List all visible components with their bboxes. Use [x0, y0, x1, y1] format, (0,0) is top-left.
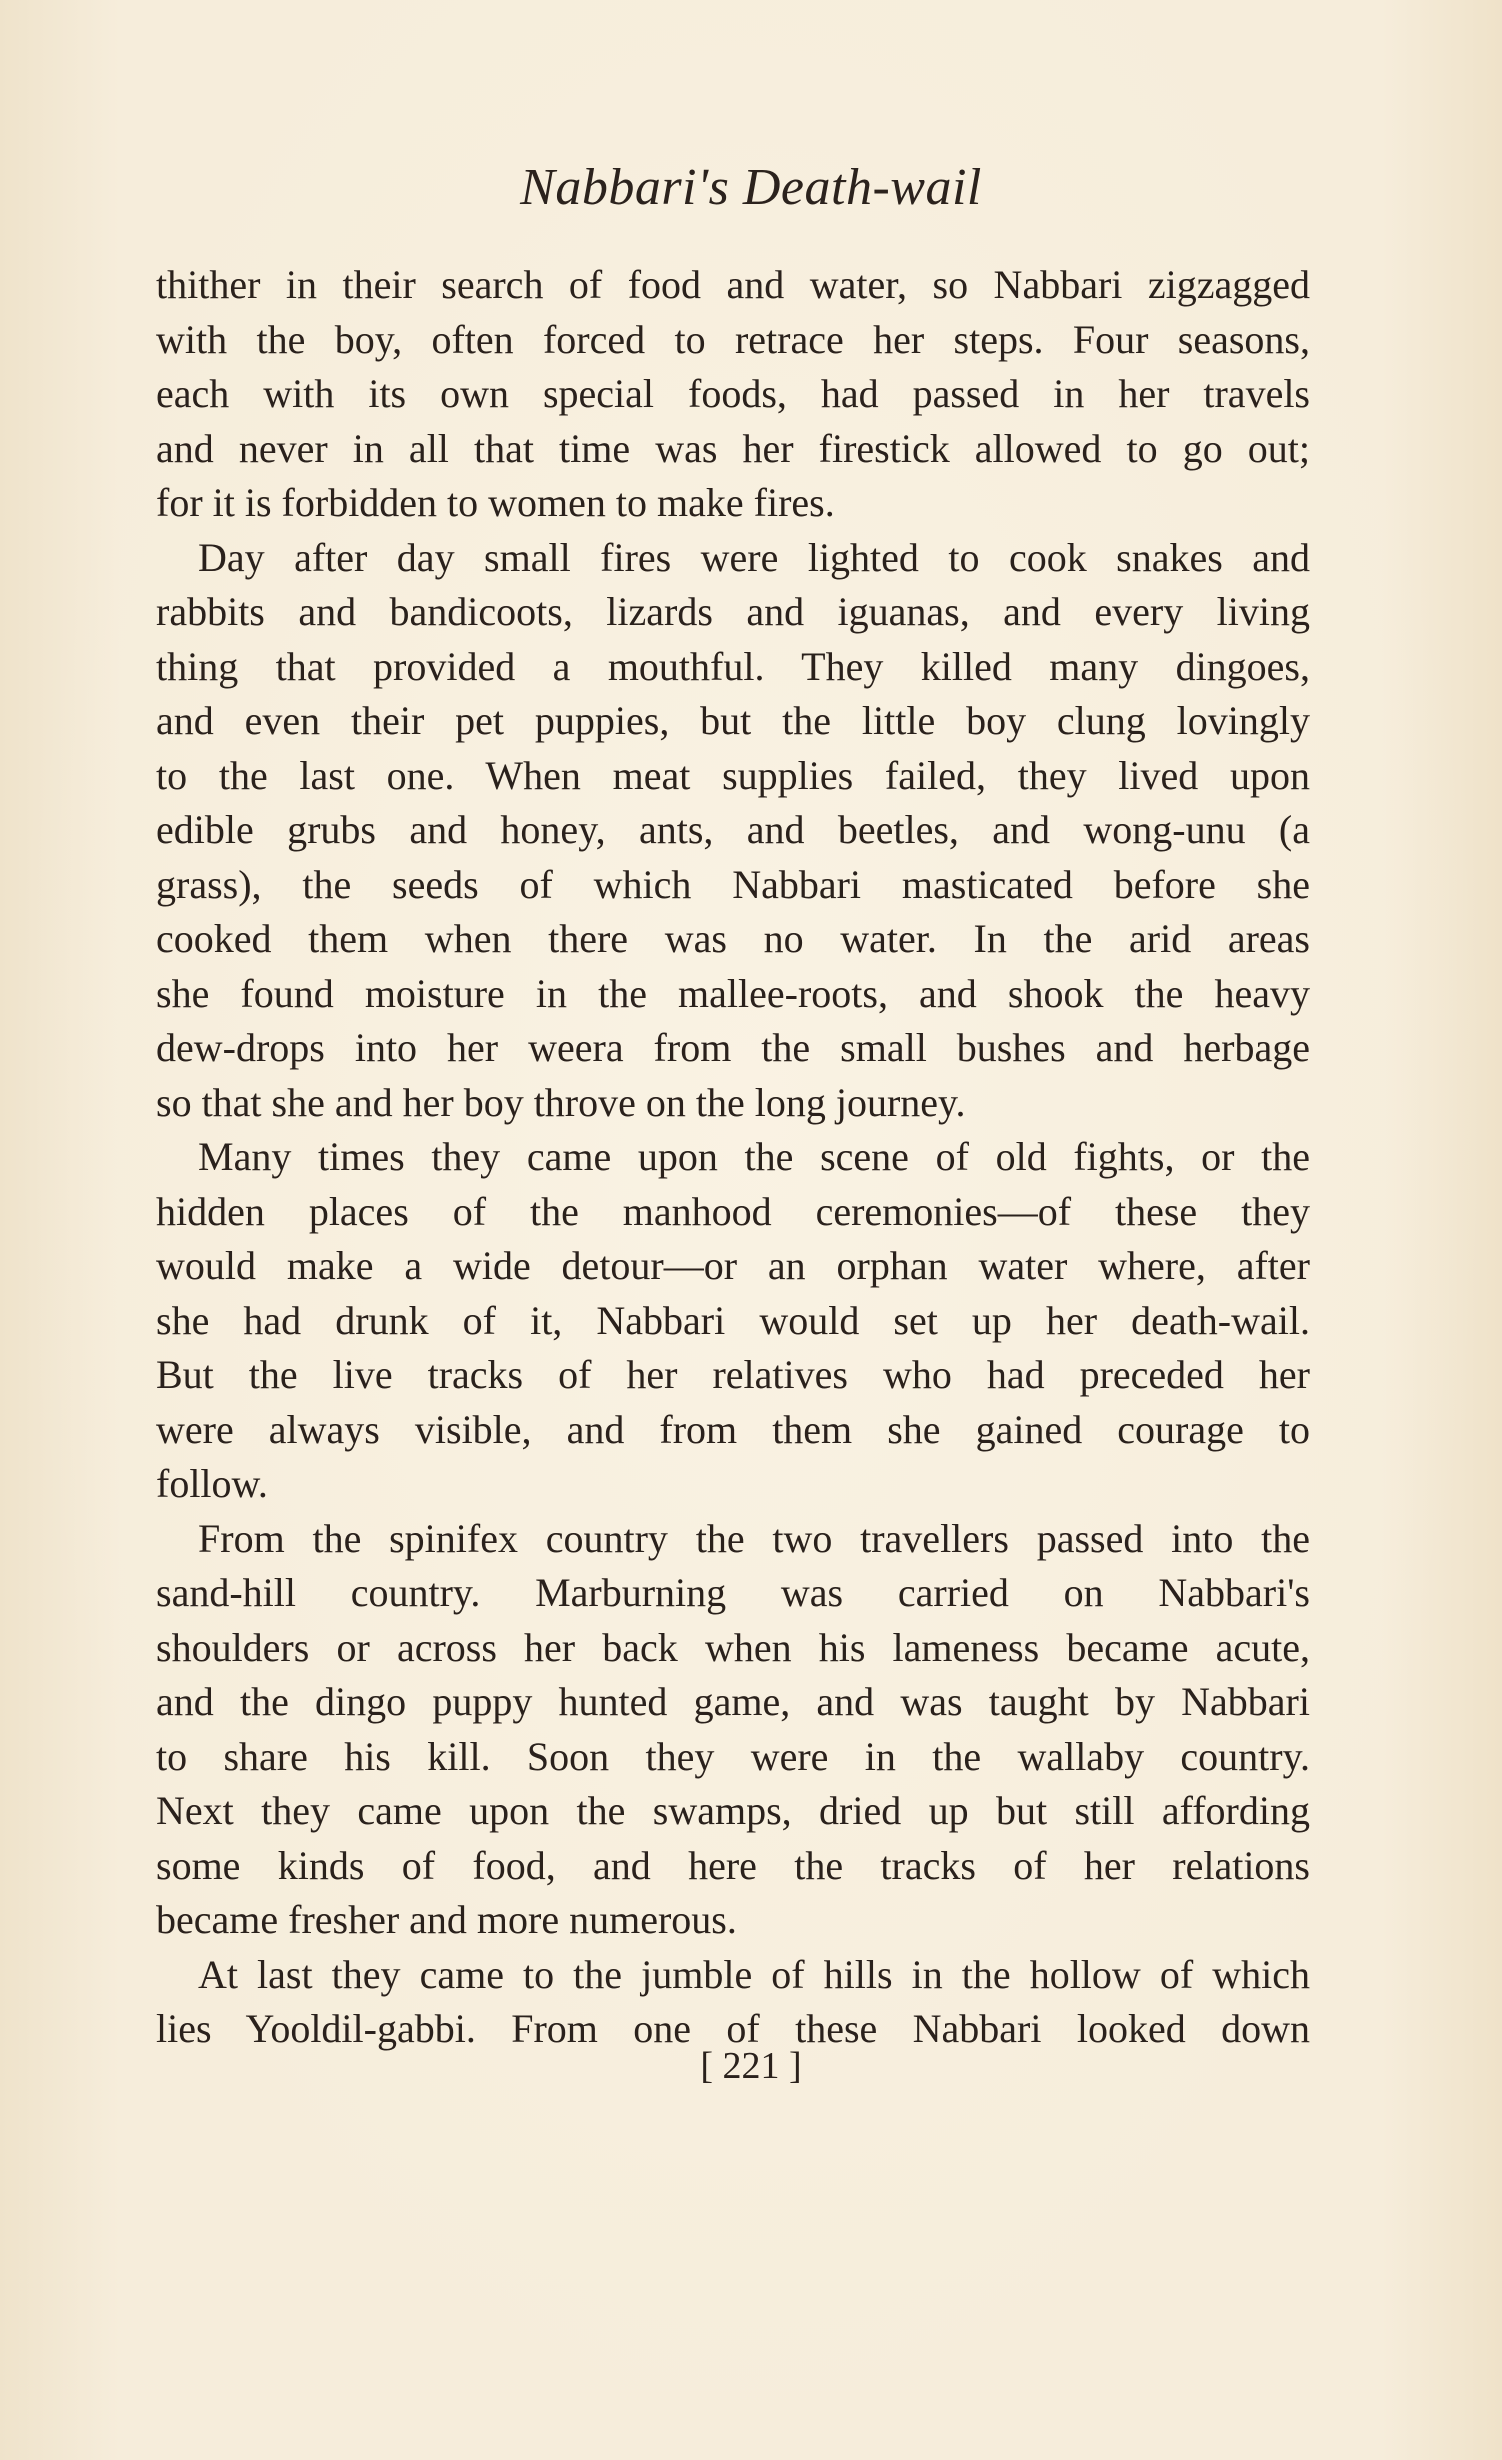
text-line: rabbits and bandicoots, lizards and iguanas, and every living: [156, 589, 1310, 634]
page-number: [ 221 ]: [700, 2045, 802, 2087]
text-line: would make a wide detour—or an orphan water where, after: [156, 1243, 1310, 1288]
paragraph: [156, 1512, 1310, 1948]
body-text: [156, 258, 1310, 2057]
text-line: shoulders or across her back when his lameness became acute,: [156, 1624, 1310, 1670]
text-line: Day after day small fires were lighted to cook snakes and: [198, 534, 1310, 580]
text-line: follow.: [156, 1461, 268, 1506]
text-line: dew-drops into her weera from the small bushes and herbage: [156, 1025, 1310, 1070]
paragraph: [156, 1948, 1310, 2057]
paragraph: [156, 1130, 1310, 1512]
text-line: so that she and her boy throve on the long journey.: [156, 1079, 966, 1125]
paragraph: [156, 258, 1310, 531]
text-line: to the last one. When meat supplies failed, they lived upon: [156, 752, 1310, 798]
text-line: and even their pet puppies, but the little boy clung lovingly: [156, 698, 1310, 743]
text-line: each with its own special foods, had passed in her travels: [156, 371, 1310, 416]
text-line: she had drunk of it, Nabbari would set up her death-wail.: [156, 1297, 1310, 1343]
text-line: to share his kill. Soon they were in the wallaby country.: [156, 1733, 1310, 1779]
text-line: At last they came to the jumble of hills in the hollow of which: [198, 1951, 1310, 1997]
text-line: some kinds of food, and here the tracks of her relations: [156, 1842, 1310, 1888]
paragraph: [156, 531, 1310, 1131]
text-line: and the dingo puppy hunted game, and was taught by Nabbari: [156, 1679, 1310, 1724]
text-line: thing that provided a mouthful. They killed many dingoes,: [156, 643, 1310, 689]
text-line: with the boy, often forced to retrace her steps. Four seasons,: [156, 316, 1310, 362]
text-line: for it is forbidden to women to make fires.: [156, 480, 835, 525]
text-line: thither in their search of food and water, so Nabbari zigzagged: [156, 262, 1310, 307]
text-line: cooked them when there was no water. In the arid areas: [156, 916, 1310, 961]
text-line: and never in all that time was her firestick allowed to go out;: [156, 425, 1310, 471]
text-line: hidden places of the manhood ceremonies—of these they: [156, 1188, 1310, 1234]
text-line: sand-hill country. Marburning was carried on Nabbari's: [156, 1570, 1310, 1615]
text-line: From the spinifex country the two travellers passed into the: [198, 1515, 1310, 1561]
text-line: Next they came upon the swamps, dried up but still affording: [156, 1788, 1310, 1833]
running-head: Nabbari's Death-wail: [520, 159, 982, 216]
text-line: became fresher and more numerous.: [156, 1897, 737, 1942]
text-line: Many times they came upon the scene of old fights, or the: [198, 1134, 1310, 1179]
text-line: But the live tracks of her relatives who had preceded her: [156, 1352, 1310, 1397]
text-line: were always visible, and from them she gained courage to: [156, 1406, 1310, 1452]
text-line: lies Yooldil-gabbi. From one of these Nabbari looked down: [156, 2006, 1310, 2051]
text-line: she found moisture in the mallee-roots, and shook the heavy: [156, 970, 1310, 1016]
text-line: edible grubs and honey, ants, and beetles, and wong-unu (a: [156, 807, 1310, 852]
text-line: grass), the seeds of which Nabbari masticated before she: [156, 861, 1310, 907]
